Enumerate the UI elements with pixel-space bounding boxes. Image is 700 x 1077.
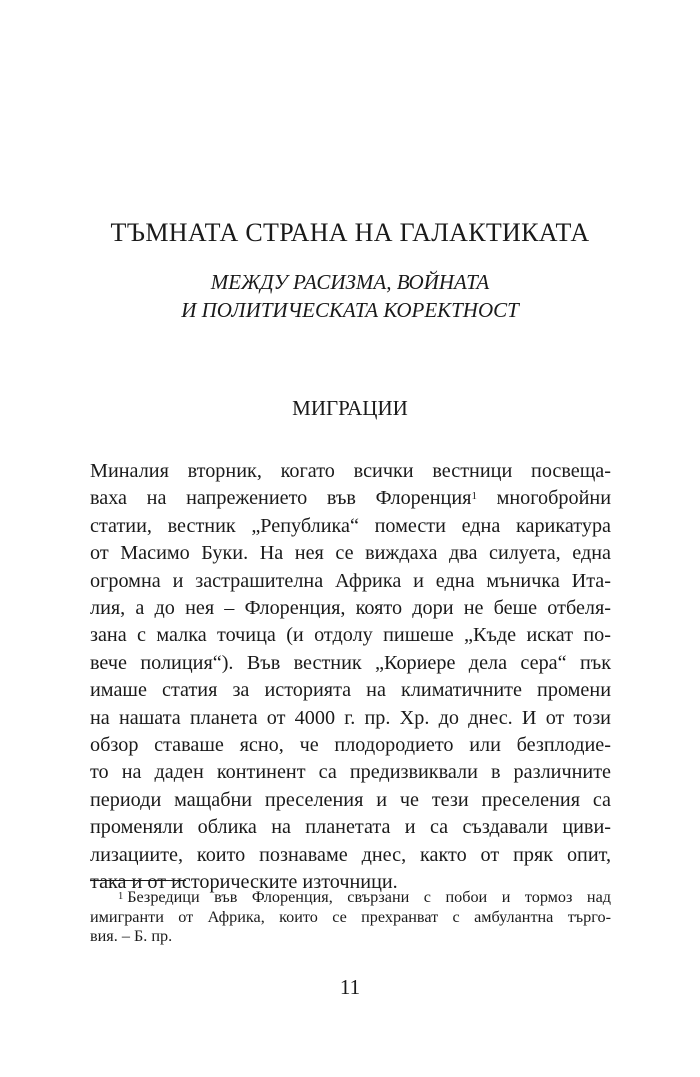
subtitle-line: И ПОЛИТИЧЕСКАТА КОРЕКТНОСТ xyxy=(181,298,519,322)
footnote-divider xyxy=(90,880,186,881)
chapter-title: ТЪМНАТА СТРАНА НА ГАЛАКТИКАТА xyxy=(110,218,590,247)
body-line: зана с малка точица (и отдолу пишеше „Къде искат по- xyxy=(90,624,611,647)
body-line: обзор ставаше ясно, че плодородието или безплодие- xyxy=(90,734,611,757)
footnote-line-text: Безредици във Флоренция, свързани с побои и тормоз над xyxy=(127,888,611,906)
footnote-mark: 1 xyxy=(118,891,124,902)
body-line: статии, вестник „Република“ помести една карикатура xyxy=(90,514,611,537)
body-line: имаше статия за историята на климатичните промени xyxy=(90,679,611,702)
footnote xyxy=(90,888,611,947)
footnote-reference[interactable]: 1 xyxy=(471,490,477,503)
body-line: вече полиция“). Във вестник „Кориере дела сера“ пък xyxy=(90,651,611,674)
body-line-text: многобройни xyxy=(476,487,611,510)
footnote-line xyxy=(90,888,611,908)
body-line: Миналия вторник, когато всички вестници посвеща- xyxy=(90,460,611,482)
subtitle-line: МЕЖДУ РАСИЗМА, ВОЙНАТА xyxy=(210,270,490,294)
body-line: лизациите, които познаваме днес, както от пряк опит, xyxy=(90,843,611,866)
footnote-line: вия. – Б. пр. xyxy=(90,927,173,945)
page-number: 11 xyxy=(339,975,361,999)
body-line: огромна и застрашителна Африка и една мъничка Ита- xyxy=(90,569,611,592)
section-heading: МИГРАЦИИ xyxy=(292,396,408,420)
footnote-line: имигранти от Африка, които се прехранват с амбулантна търго- xyxy=(90,907,611,926)
body-paragraph xyxy=(90,458,611,897)
body-line: така и от историческите източници. xyxy=(90,871,398,894)
body-line-text: ваха на напрежението във Флоренция xyxy=(90,487,472,510)
body-line-with-footnote-ref xyxy=(90,485,611,512)
body-line: променяли облика на планетата и са създавали циви- xyxy=(90,816,611,839)
body-line: на нашата планета от 4000 г. пр. Хр. до днес. И от този xyxy=(90,706,611,729)
body-line: лия, а до нея – Флоренция, която дори не беше отбеля- xyxy=(90,597,611,620)
body-line: от Масимо Буки. На нея се виждаха два силуета, една xyxy=(90,542,611,565)
chapter-subtitle xyxy=(0,268,700,324)
body-line: периоди мащабни преселения и че тези преселения са xyxy=(90,788,611,811)
body-line: то на даден континент са предизвиквали в различните xyxy=(90,761,611,784)
